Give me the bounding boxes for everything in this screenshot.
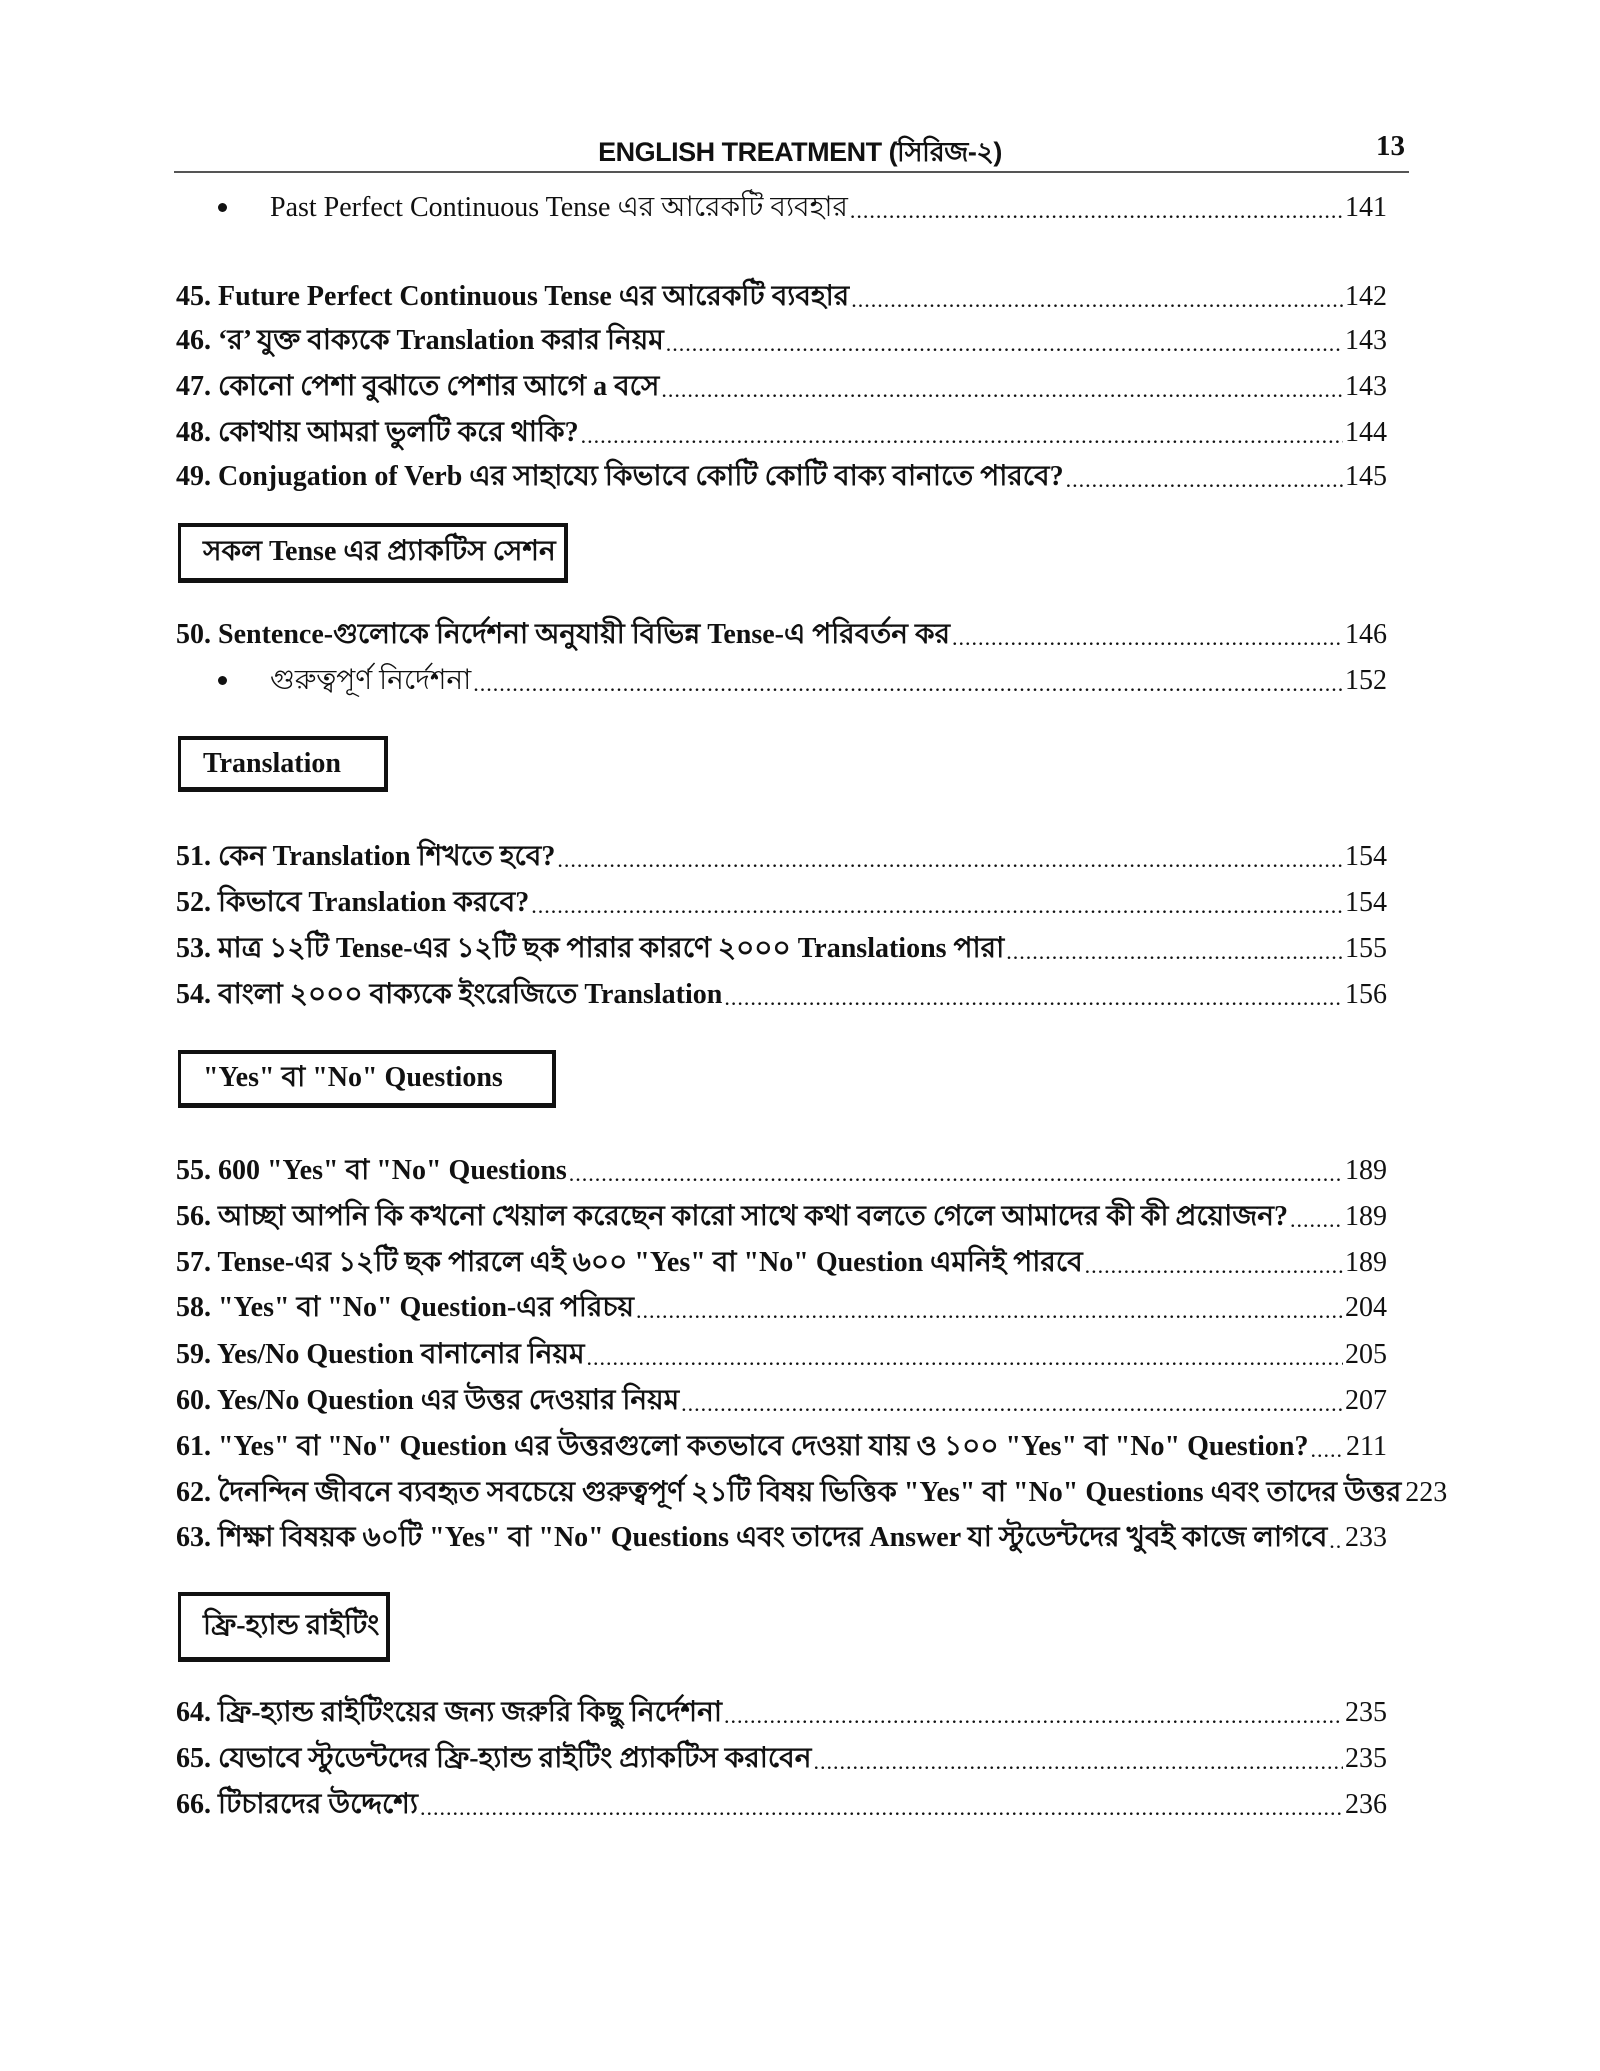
toc-entry[interactable] [176, 1383, 1387, 1419]
dot-leader [473, 669, 1343, 699]
toc-entry[interactable] [176, 279, 1387, 315]
toc-entry[interactable] [176, 931, 1387, 967]
section-heading-tense-practice: সকল Tense এর প্র্যাকটিস সেশন [178, 523, 568, 583]
toc-entry-page: 189 [1345, 1155, 1387, 1186]
section-heading-free-hand-writing: ফ্রি-হ্যান্ড রাইটিং [178, 1592, 390, 1662]
dot-leader [724, 983, 1343, 1013]
toc-entry[interactable] [176, 415, 1387, 451]
toc-entry-text: 66. টিচারদের উদ্দেশ্যে [176, 1789, 418, 1820]
dot-leader [557, 845, 1343, 875]
dot-leader [1290, 1205, 1343, 1235]
dot-leader [851, 285, 1343, 315]
toc-subentry[interactable] [222, 190, 1387, 226]
toc-entry[interactable] [176, 1153, 1387, 1189]
toc-entry-page: 144 [1345, 417, 1387, 448]
toc-entry-text: 56. আচ্ছা আপনি কি কখনো খেয়াল করেছেন কারো সাথে কথা বলতে গেলে আমাদের কী কী প্রয়োজন? [176, 1201, 1289, 1232]
toc-entry[interactable] [176, 459, 1387, 495]
toc-entry-text: 57. Tense-এর ১২টি ছক পারলে এই ৬০০ "Yes" বা "No" Question এমনিই পারবে [176, 1247, 1083, 1278]
toc-entry-page: 141 [1345, 192, 1387, 223]
toc-entry-page: 146 [1345, 619, 1387, 650]
toc-entry[interactable] [176, 839, 1387, 875]
toc-entry-text: 51. কেন Translation শিখতে হবে? [176, 841, 556, 872]
toc-entry[interactable] [176, 617, 1387, 653]
dot-leader [666, 329, 1343, 359]
dot-leader [531, 891, 1343, 921]
toc-subentry[interactable] [222, 663, 1387, 699]
toc-entry-page: 235 [1345, 1743, 1387, 1774]
toc-entry-page: 207 [1345, 1385, 1387, 1416]
toc-entry[interactable] [176, 1695, 1387, 1731]
toc-entry[interactable] [176, 1741, 1387, 1777]
dot-leader [850, 196, 1343, 226]
toc-entry-text: 54. বাংলা ২০০০ বাক্যকে ইংরেজিতে Translation [176, 979, 723, 1010]
toc-entry-page: 189 [1345, 1247, 1387, 1278]
toc-entry-page: 143 [1345, 371, 1387, 402]
toc-entry-text: 62. দৈনন্দিন জীবনে ব্যবহৃত সবচেয়ে গুরুত্বপূর্ণ ২১টি বিষয় ভিত্তিক "Yes" বা "No" Questions এবং তাদের উত্তর [176, 1477, 1402, 1508]
toc-entry-text: 63. শিক্ষা বিষয়ক ৬০টি "Yes" বা "No" Questions এবং তাদের Answer যা স্টুডেন্টদের খুবই কাজে লাগবে [176, 1522, 1328, 1553]
toc-entry-page: 155 [1345, 933, 1387, 964]
toc-entry[interactable] [176, 977, 1387, 1013]
toc-entry-page: 204 [1345, 1292, 1387, 1323]
toc-entry-text: 60. Yes/No Question এর উত্তর দেওয়ার নিয়ম [176, 1385, 680, 1416]
dot-leader [724, 1701, 1343, 1731]
toc-entry-text: 52. কিভাবে Translation করবে? [176, 887, 530, 918]
toc-entry-page: 143 [1345, 325, 1387, 356]
toc-entry-text: 46. ‘র’ যুক্ত বাক্যকে Translation করার নিয়ম [176, 325, 664, 356]
toc-entry-page: 205 [1345, 1339, 1387, 1370]
toc-entry-text: 65. যেভাবে স্টুডেন্টদের ফ্রি-হ্যান্ড রাইটিং প্র্যাকটিস করাবেন [176, 1743, 812, 1774]
toc-entry-text: 49. Conjugation of Verb এর সাহায্যে কিভাবে কোটি কোটি বাক্য বানাতে পারবে? [176, 461, 1064, 492]
toc-entry[interactable] [176, 1475, 1448, 1511]
toc-entry-text: 61. "Yes" বা "No" Question এর উত্তরগুলো কতভাবে দেওয়া যায় ও ১০০ "Yes" বা "No" Question? [176, 1431, 1309, 1462]
dot-leader [952, 623, 1343, 653]
dot-leader [587, 1343, 1343, 1373]
toc-entry-page: 223 [1405, 1477, 1448, 1508]
dot-leader [681, 1389, 1343, 1419]
toc-entry-page: 152 [1345, 665, 1387, 696]
toc-entry-text: 53. মাত্র ১২টি Tense-এর ১২টি ছক পারার কারণে ২০০০ Translations পারা [176, 933, 1005, 964]
toc-entry-text: গুরুত্বপূর্ণ নির্দেশনা [270, 665, 472, 696]
dot-leader [581, 421, 1343, 451]
toc-entry[interactable] [176, 1787, 1387, 1823]
toc-entry-page: 189 [1345, 1201, 1387, 1232]
dot-leader [1006, 937, 1343, 967]
toc-entry-text: 45. Future Perfect Continuous Tense এর আরেকটি ব্যবহার [176, 281, 850, 312]
section-heading-yes-no-questions: "Yes" বা "No" Questions [178, 1050, 556, 1108]
toc-entry-page: 235 [1345, 1697, 1387, 1728]
toc-entry-text: 64. ফ্রি-হ্যান্ড রাইটিংয়ের জন্য জরুরি কিছু নির্দেশনা [176, 1697, 722, 1728]
dot-leader [1310, 1435, 1344, 1465]
dot-leader [636, 1296, 1343, 1326]
toc-entry-page: 236 [1345, 1789, 1387, 1820]
toc-entry-text: 58. "Yes" বা "No" Question-এর পরিচয় [176, 1292, 634, 1323]
page-number: 13 [1376, 130, 1405, 162]
bullet-icon [218, 203, 227, 212]
dot-leader [420, 1793, 1343, 1823]
toc-entry-page: 154 [1345, 887, 1387, 918]
dot-leader [1066, 465, 1343, 495]
running-header-title: ENGLISH TREATMENT (সিরিজ-২) [598, 137, 1002, 167]
toc-entry[interactable] [176, 1199, 1387, 1235]
toc-entry-page: 233 [1345, 1522, 1387, 1553]
bullet-icon [218, 676, 227, 685]
dot-leader [1085, 1251, 1343, 1281]
toc-entry-text: 48. কোথায় আমরা ভুলটি করে থাকি? [176, 417, 579, 448]
dot-leader [661, 375, 1343, 405]
toc-entry-page: 145 [1345, 461, 1387, 492]
toc-entry-page: 211 [1346, 1431, 1387, 1462]
toc-entry[interactable] [176, 1337, 1387, 1373]
dot-leader [1329, 1526, 1343, 1556]
section-heading-translation: Translation [178, 736, 388, 792]
toc-entry-page: 154 [1345, 841, 1387, 872]
toc-entry-page: 142 [1345, 281, 1387, 312]
header-rule [174, 171, 1409, 173]
toc-entry-text: 55. 600 "Yes" বা "No" Questions [176, 1155, 567, 1186]
toc-entry-text: 47. কোনো পেশা বুঝাতে পেশার আগে a বসে [176, 371, 660, 402]
toc-entry[interactable] [176, 1245, 1387, 1281]
toc-entry-text: 59. Yes/No Question বানানোর নিয়ম [176, 1339, 585, 1370]
toc-entry[interactable] [176, 323, 1387, 359]
dot-leader [569, 1159, 1343, 1189]
toc-entry-text: 50. Sentence-গুলোকে নির্দেশনা অনুযায়ী বিভিন্ন Tense-এ পরিবর্তন কর [176, 619, 951, 650]
toc-entry-page: 156 [1345, 979, 1387, 1010]
toc-entry[interactable] [176, 1520, 1387, 1556]
dot-leader [813, 1747, 1343, 1777]
toc-entry[interactable] [176, 369, 1387, 405]
toc-entry[interactable] [176, 1290, 1387, 1326]
toc-entry[interactable] [176, 1429, 1387, 1465]
toc-entry[interactable] [176, 885, 1387, 921]
toc-entry-text: Past Perfect Continuous Tense এর আরেকটি ব্যবহার [270, 192, 848, 223]
